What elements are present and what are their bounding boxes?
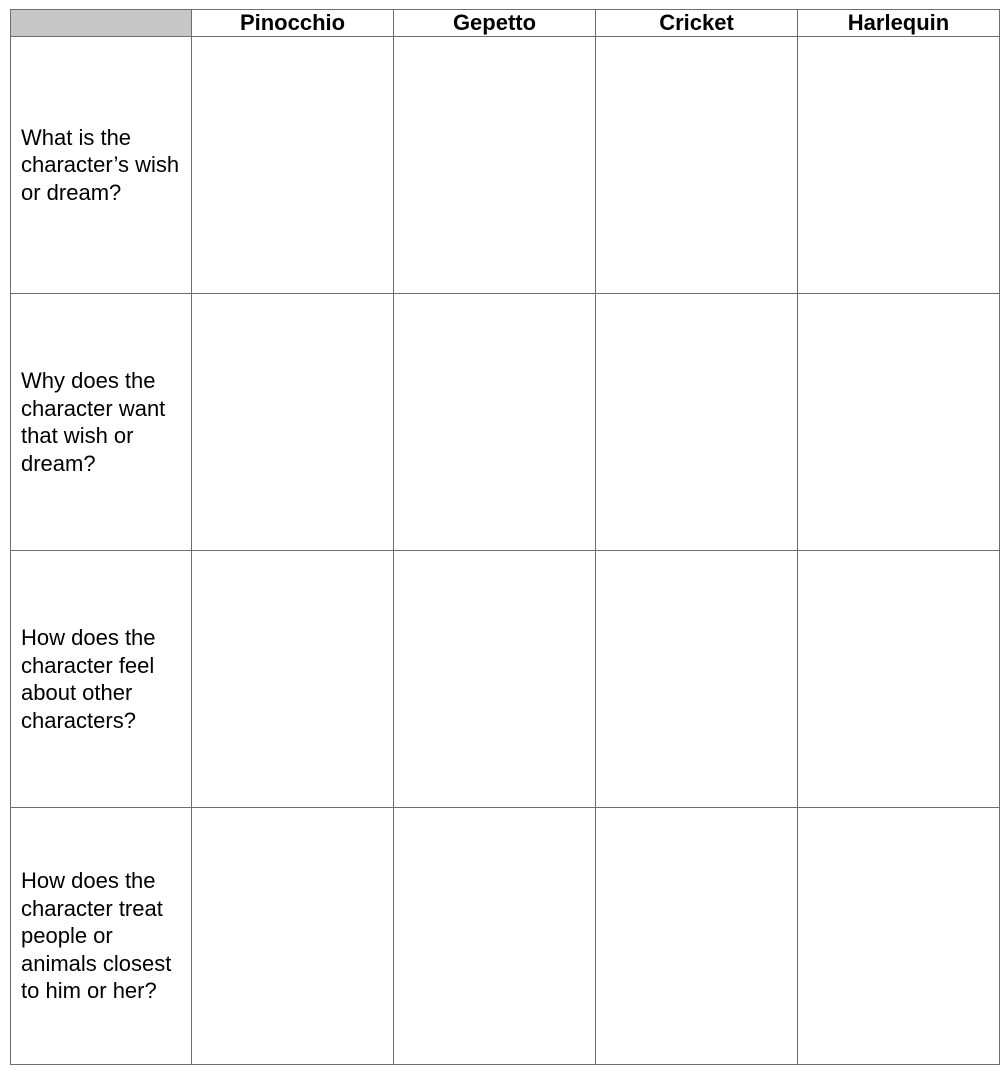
answer-cell-gepetto-feel[interactable] [394, 551, 596, 808]
answer-cell-pinocchio-feel[interactable] [192, 551, 394, 808]
table-row [11, 551, 1000, 808]
answer-cell-gepetto-treat[interactable] [394, 808, 596, 1065]
answer-cell-harlequin-feel[interactable] [798, 551, 1000, 808]
answer-cell-cricket-wish[interactable] [596, 37, 798, 294]
row-label-why: Why does the character want that wish or dream? [11, 294, 192, 551]
answer-cell-pinocchio-wish[interactable] [192, 37, 394, 294]
column-header-harlequin: Harlequin [798, 10, 1000, 37]
table-row [11, 37, 1000, 294]
row-label-feel: How does the character feel about other characters? [11, 551, 192, 808]
corner-cell [11, 10, 192, 37]
answer-cell-harlequin-treat[interactable] [798, 808, 1000, 1065]
table-row [11, 808, 1000, 1065]
answer-cell-pinocchio-treat[interactable] [192, 808, 394, 1065]
answer-cell-harlequin-why[interactable] [798, 294, 1000, 551]
answer-cell-harlequin-wish[interactable] [798, 37, 1000, 294]
row-label-wish: What is the character’s wish or dream? [11, 37, 192, 294]
column-header-gepetto: Gepetto [394, 10, 596, 37]
character-analysis-table [10, 9, 1000, 1065]
answer-cell-cricket-why[interactable] [596, 294, 798, 551]
column-header-cricket: Cricket [596, 10, 798, 37]
row-label-treat: How does the character treat people or animals closest to him or her? [11, 808, 192, 1065]
answer-cell-gepetto-wish[interactable] [394, 37, 596, 294]
answer-cell-gepetto-why[interactable] [394, 294, 596, 551]
column-header-pinocchio: Pinocchio [192, 10, 394, 37]
answer-cell-cricket-feel[interactable] [596, 551, 798, 808]
answer-cell-cricket-treat[interactable] [596, 808, 798, 1065]
table-row [11, 294, 1000, 551]
answer-cell-pinocchio-why[interactable] [192, 294, 394, 551]
header-row [11, 10, 1000, 37]
